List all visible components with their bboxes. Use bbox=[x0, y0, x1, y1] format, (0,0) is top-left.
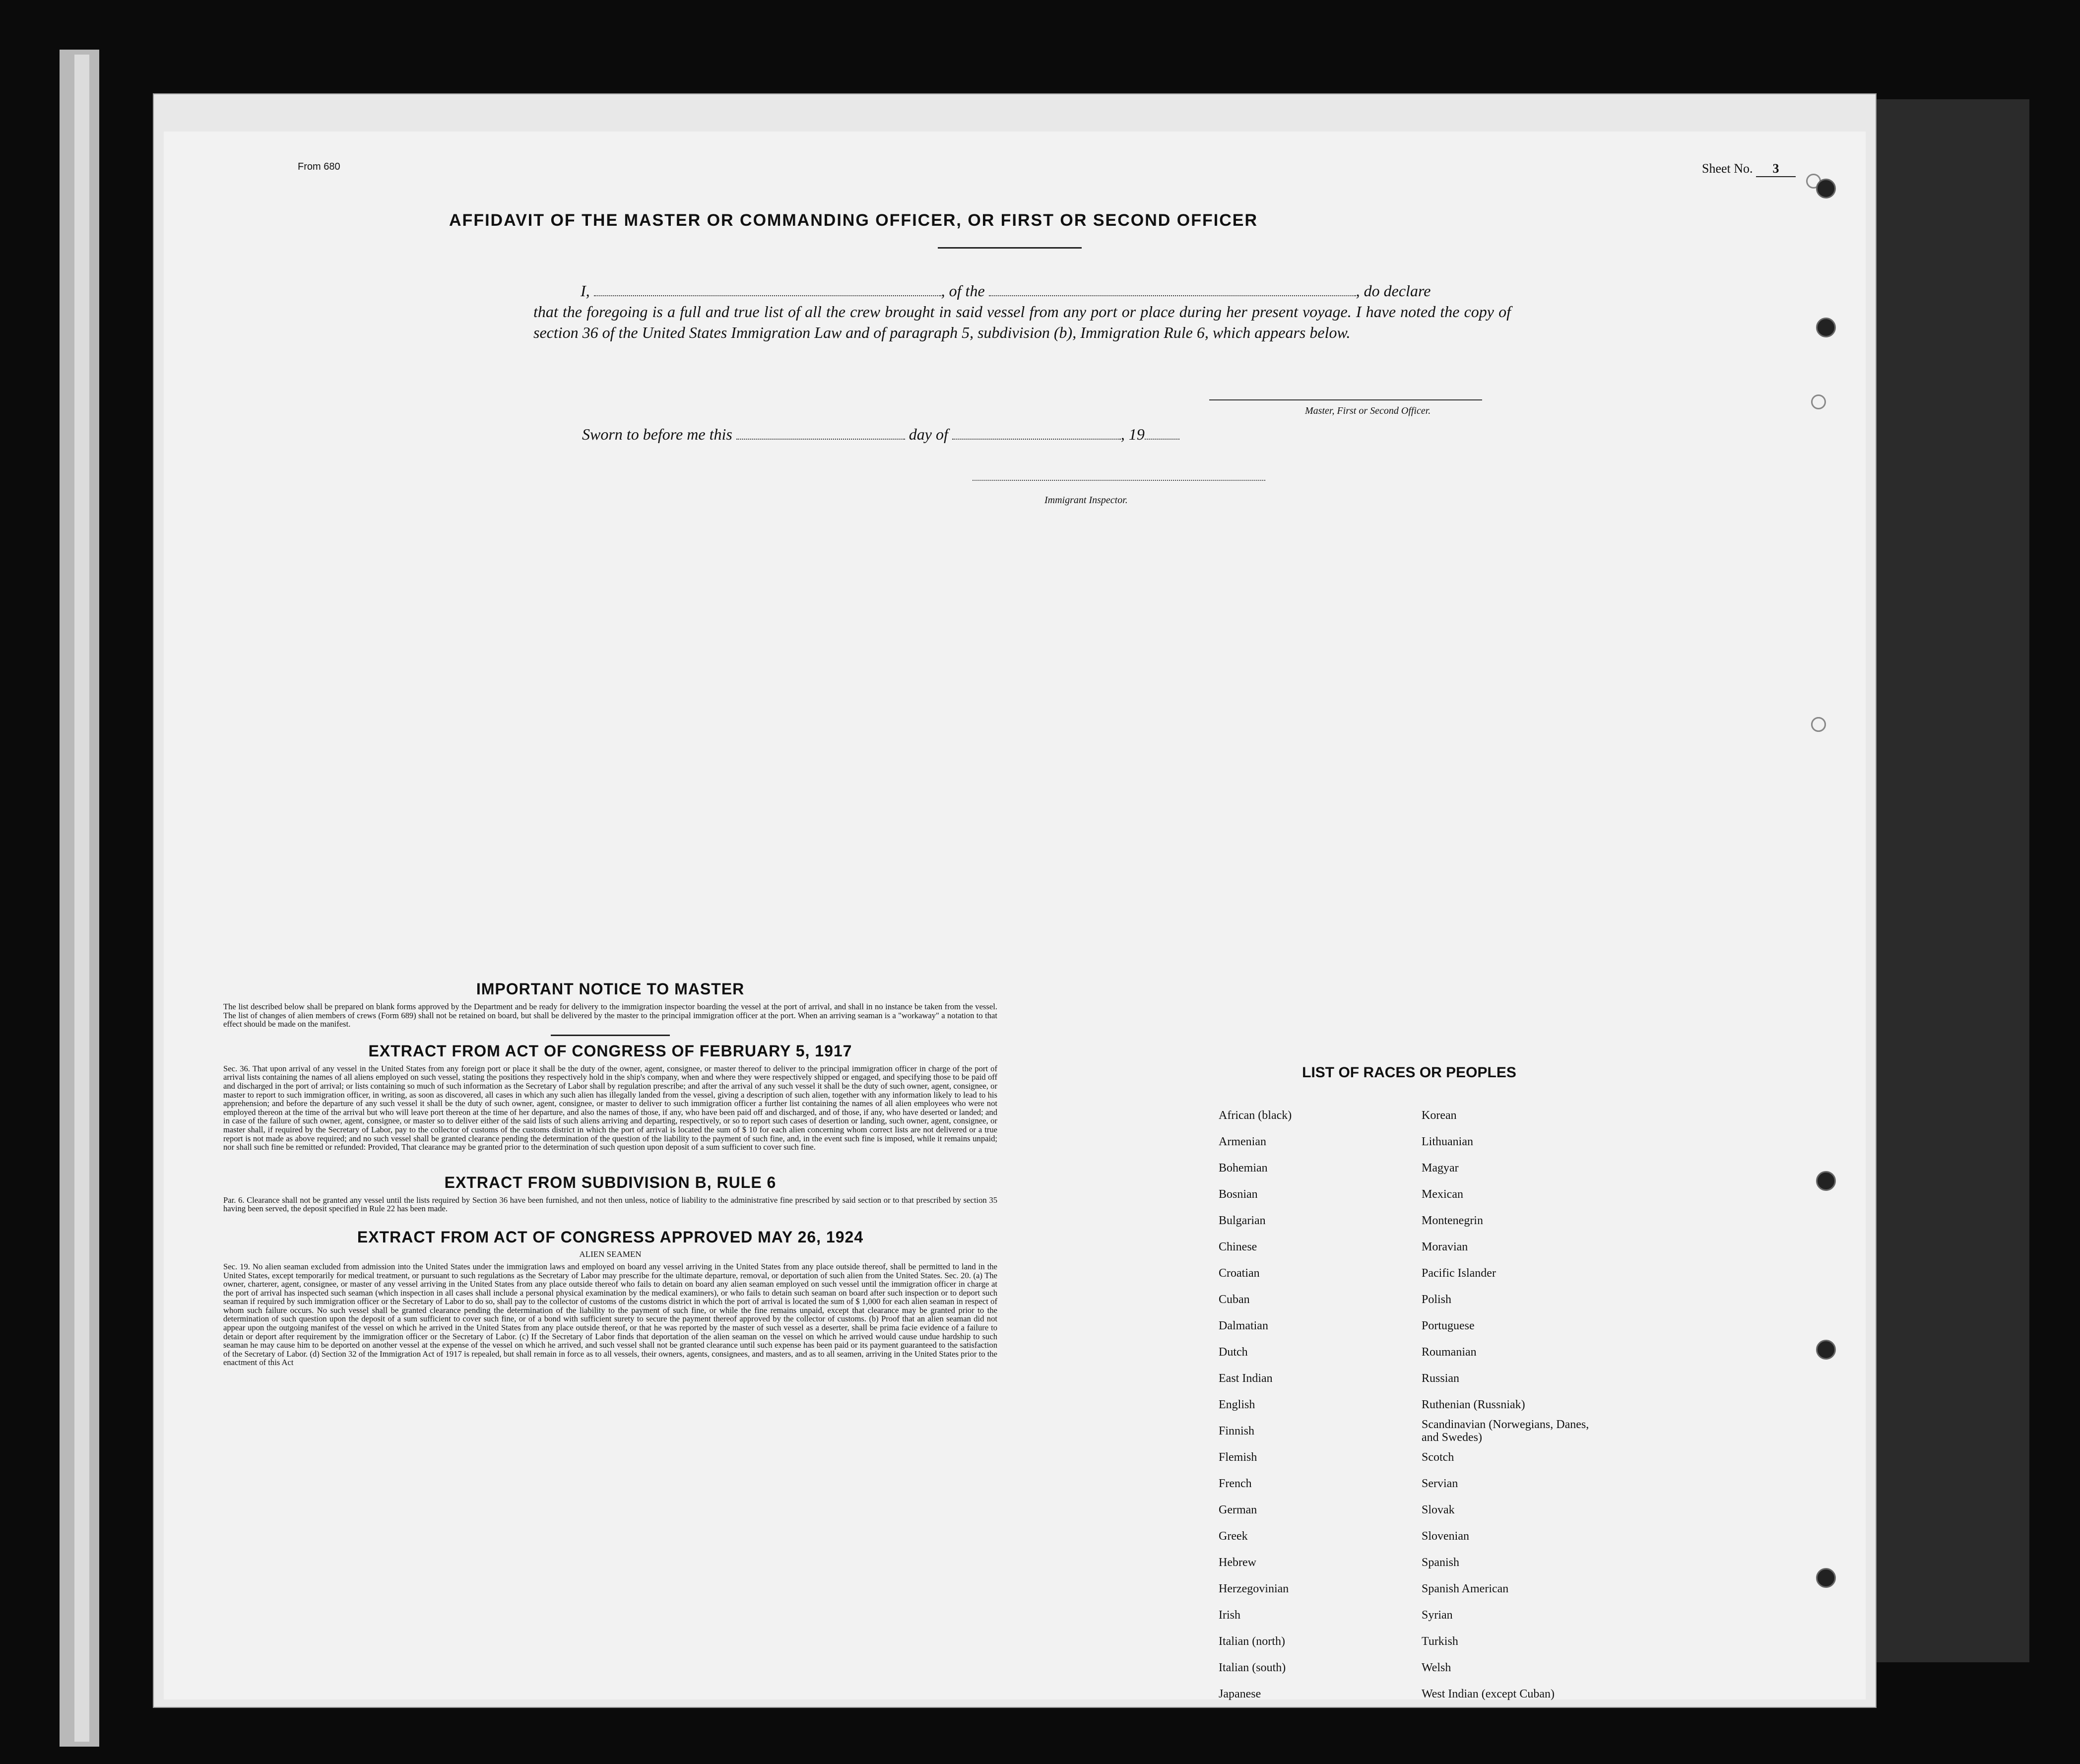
punch-mark bbox=[1811, 717, 1826, 732]
race-item: Dalmatian bbox=[1219, 1319, 1268, 1332]
sworn-day-of: day of bbox=[909, 425, 948, 443]
race-item: Dutch bbox=[1219, 1346, 1248, 1359]
race-item: Italian (south) bbox=[1219, 1661, 1286, 1674]
sheet-label: Sheet No. bbox=[1702, 161, 1753, 176]
title-divider bbox=[938, 247, 1082, 249]
extract-1917-title: EXTRACT FROM ACT OF CONGRESS OF FEBRUARY 5, 1917 bbox=[368, 1042, 852, 1060]
race-item: Bosnian bbox=[1219, 1188, 1258, 1201]
race-item: Slovenian bbox=[1422, 1530, 1469, 1543]
races-column-1 bbox=[1219, 1103, 1292, 1707]
race-item: Armenian bbox=[1219, 1135, 1266, 1148]
sworn-prefix: Sworn to before me this bbox=[582, 425, 732, 443]
race-item: French bbox=[1219, 1477, 1252, 1490]
extract-1917-text: Sec. 36. That upon arrival of any vessel in the United States from any foreign port or place it shall be the duty of the owner, agent, consignee, or master thereof to deliver to the principal immigration officer in charge of the port of arrival lists containing the names of all aliens employed on such vessel, stating the positions they respectively hold in the ship's company, when and where they were respectively shipped or engaged, and specifying those to be paid off and discharged in the port of arrival; or lists containing so much of such information as the Secretary of Labor shall by regulation prescribe; and after the arrival of any such vessel it shall be the duty of such owner, agent, consignee, or master to report to such immigration officer, in writing, as soon as discovered, all cases in which any such alien has illegally landed from the vessel, giving a description of such alien, together with any information likely to lead to his apprehension; and before the departure of any such vessel it shall be the duty of such owner, agent, consignee, or master to deliver to such immigration officer a further list containing the names of all alien employees who were not employed thereon at the time of the arrival but who will leave port thereon at the time of her departure, and also the names of those, if any, who have been paid off and discharged, and of those, if any, who have deserted or landed; and in case of the failure of such owner, agent, consignee, or master so to deliver either of the said lists of such aliens arriving and departing, respectively, or so to report such cases of desertion or landing, such owner, agent, consignee, or master shall, if required by the Secretary of Labor, pay to the collector of customs of the customs district in which the port of arrival is located the sum of $ 10 for each alien concerning whom correct lists are not delivered or a true report is not made as above required; and no such vessel shall be granted clearance pending the determination of the question of the liability to the payment of such fine, and, in the event such fine is imposed, while it remains unpaid; nor shall such fine be remitted or refunded: Provided, That clearance may be granted prior to the determination of such question upon deposit of a sum sufficient to cover such fine. bbox=[223, 1063, 997, 1152]
extract-rule6-text: Par. 6. Clearance shall not be granted any vessel until the lists required by Section 36 have been furnished, and not then unless, notice of liability to the administrative fine prescribed by said section or to that prescribed by section 35 having been served, the deposit specified in Rule 22 has been made. bbox=[223, 1195, 997, 1214]
race-item: Slovak bbox=[1422, 1503, 1455, 1516]
race-item: Roumanian bbox=[1422, 1346, 1477, 1359]
race-item: Spanish American bbox=[1422, 1582, 1509, 1595]
form-number: From 680 bbox=[298, 161, 340, 172]
affidavit-first-line bbox=[533, 280, 1511, 301]
punch-mark bbox=[1811, 394, 1826, 409]
race-item: Chinese bbox=[1219, 1241, 1257, 1253]
race-item: Ruthenian (Russniak) bbox=[1422, 1398, 1525, 1411]
notice-divider bbox=[551, 1035, 670, 1036]
race-item: African (black) bbox=[1219, 1109, 1292, 1122]
race-item: Irish bbox=[1219, 1609, 1240, 1622]
binder-hole bbox=[1816, 179, 1836, 198]
race-item: Servian bbox=[1422, 1477, 1458, 1490]
affidavit-do-declare: , do declare bbox=[1356, 282, 1431, 300]
extract-rule6-title: EXTRACT FROM SUBDIVISION B, RULE 6 bbox=[444, 1173, 777, 1191]
race-item: Mexican bbox=[1422, 1188, 1463, 1201]
affidavit-body bbox=[533, 280, 1511, 343]
inspector-label: Immigrant Inspector. bbox=[1044, 495, 1128, 506]
race-item: Flemish bbox=[1219, 1451, 1257, 1464]
race-item: Magyar bbox=[1422, 1162, 1459, 1175]
affidavit-title: AFFIDAVIT OF THE MASTER OR COMMANDING OFFICER, OR FIRST OR SECOND OFFICER bbox=[449, 211, 1258, 230]
race-item: Lithuanian bbox=[1422, 1135, 1473, 1148]
sworn-year-field[interactable] bbox=[1145, 428, 1179, 440]
affidavit-of-the: , of the bbox=[941, 282, 985, 300]
race-item: Scandinavian (Norwegians, Danes, and Swedes) bbox=[1422, 1418, 1589, 1444]
notices-column bbox=[223, 980, 997, 1367]
affidavit-i: I, bbox=[581, 282, 590, 300]
race-item: Bohemian bbox=[1219, 1162, 1268, 1175]
race-item: Syrian bbox=[1422, 1609, 1453, 1622]
race-item: Finnish bbox=[1219, 1425, 1255, 1437]
binder-hole bbox=[1816, 1568, 1836, 1588]
race-item: Montenegrin bbox=[1422, 1214, 1483, 1227]
race-item: Moravian bbox=[1422, 1241, 1468, 1253]
binder-strip bbox=[74, 55, 89, 1742]
race-item: Japanese bbox=[1219, 1688, 1261, 1700]
extract-1924-text: Sec. 19. No alien seaman excluded from admission into the United States under the immigration laws and employed on board any vessel arriving in the United States from any place outside thereof, shall be permitted to land in the United States, except temporarily for medical treatment, or pursuant to such regulations as the Secretary of Labor may prescribe for the ultimate departure, removal, or deportation of such alien from the United States. Sec. 20. (a) The owner, charterer, agent, consignee, or master of any vessel arriving in the United States from any place outside thereof who fails to detain on board any alien seaman employed on such vessel until the immigration officer in charge at the port of arrival has inspected such seaman (which inspection in all cases shall include a personal physical examination by the medical examiners), or who fails to detain such seaman on board after such inspection or to deport such seaman if required by such immigration officer or the Secretary of Labor to do so, shall pay to the collector of customs of the customs district in which the port of arrival is located the sum of $ 1,000 for each alien seaman in respect of whom such failure occurs. No such vessel shall be granted clearance pending the determination of the liability to the payment of such fine, or while the fine remains unpaid, except that clearance may be granted prior to the determination of such question upon the deposit of a sum sufficient to cover such fine, or of a bond with sufficient surety to secure the payment thereof approved by the collector of customs. (b) Proof that an alien seaman did not appear upon the outgoing manifest of the vessel on which he arrived in the United States from any place outside thereof, or that he was reported by the master of such vessel as a deserter, shall be prima facie evidence of a failure to detain or deport after requirement by the immigration officer or the Secretary of Labor. (c) If the Secretary of Labor finds that deportation of the alien seaman on the vessel on which he arrived would cause undue hardship to such seaman he may cause him to be deported on another vessel at the expense of the vessel on which he arrived, and such vessel shall not be granted clearance until such expense has been paid or its payment guaranteed to the satisfaction of the Secretary of Labor. (d) Section 32 of the Immigration Act of 1917 is repealed, but shall remain in force as to all vessels, their owners, agents, consignees, and masters, and as to all seamen, arriving in the United States prior to the enactment of this Act bbox=[223, 1261, 997, 1368]
race-item: Croatian bbox=[1219, 1267, 1260, 1280]
binder-hole bbox=[1816, 1171, 1836, 1191]
race-item: Bulgarian bbox=[1219, 1214, 1266, 1227]
race-item: Herzegovinian bbox=[1219, 1582, 1289, 1595]
race-item: Italian (north) bbox=[1219, 1635, 1285, 1648]
race-item: Korean bbox=[1422, 1109, 1457, 1122]
race-item: German bbox=[1219, 1503, 1257, 1516]
race-item: Portuguese bbox=[1422, 1319, 1475, 1332]
race-item: Scotch bbox=[1422, 1451, 1454, 1464]
sheet-value: 3 bbox=[1756, 161, 1796, 177]
sworn-line bbox=[582, 425, 1179, 444]
race-item: Cuban bbox=[1219, 1293, 1250, 1306]
sworn-year-prefix: , 19 bbox=[1120, 425, 1145, 443]
race-item: East Indian bbox=[1219, 1372, 1273, 1385]
notice-text: The list described below shall be prepared on blank forms approved by the Department and be ready for delivery to the immigration inspector boarding the vessel at the port of arrival, and shall in no instance be taken from the vessel. The list of changes of alien members of crews (Form 689) shall not be retained on board, but shall be delivered by the master to the principal immigration officer at the port. When an arriving seaman is a "workaway" a notation to that effect should be made on the manifest. bbox=[223, 1002, 997, 1029]
affidavit-text: that the foregoing is a full and true list of all the crew brought in said vessel from any port or place during her present voyage. I have noted the copy of section 36 of the United States Immigration Law and of paragraph 5, subdivision (b), Immigration Rule 6, which appears below. bbox=[533, 303, 1511, 341]
officer-name-field[interactable] bbox=[594, 284, 941, 296]
vessel-name-field[interactable] bbox=[989, 284, 1356, 296]
signature-line[interactable] bbox=[1209, 399, 1482, 400]
inspector-signature-line[interactable] bbox=[973, 479, 1265, 481]
race-item: Spanish bbox=[1422, 1556, 1460, 1569]
extract-1924-subtitle: ALIEN SEAMEN bbox=[579, 1249, 642, 1259]
document-page bbox=[164, 131, 1866, 1699]
race-item: Russian bbox=[1422, 1372, 1460, 1385]
binder-hole bbox=[1816, 1340, 1836, 1360]
race-item: West Indian (except Cuban) bbox=[1422, 1688, 1555, 1700]
race-item: Greek bbox=[1219, 1530, 1248, 1543]
race-item: Polish bbox=[1422, 1293, 1452, 1306]
races-column-2 bbox=[1422, 1103, 1600, 1707]
race-item: Welsh bbox=[1422, 1661, 1451, 1674]
extract-1924-title: EXTRACT FROM ACT OF CONGRESS APPROVED MAY 26, 1924 bbox=[357, 1228, 864, 1246]
sworn-day-field[interactable] bbox=[736, 428, 905, 440]
sheet-number bbox=[1702, 161, 1796, 177]
binder-hole bbox=[1816, 318, 1836, 337]
race-item: Pacific Islander bbox=[1422, 1267, 1496, 1280]
sworn-month-field[interactable] bbox=[952, 428, 1121, 440]
signature-label: Master, First or Second Officer. bbox=[1305, 405, 1431, 416]
race-item: Turkish bbox=[1422, 1635, 1458, 1648]
race-item: English bbox=[1219, 1398, 1255, 1411]
races-title: LIST OF RACES OR PEOPLES bbox=[1302, 1064, 1516, 1081]
notice-title: IMPORTANT NOTICE TO MASTER bbox=[476, 980, 745, 998]
adjacent-page bbox=[1851, 99, 2029, 1662]
race-item: Hebrew bbox=[1219, 1556, 1256, 1569]
